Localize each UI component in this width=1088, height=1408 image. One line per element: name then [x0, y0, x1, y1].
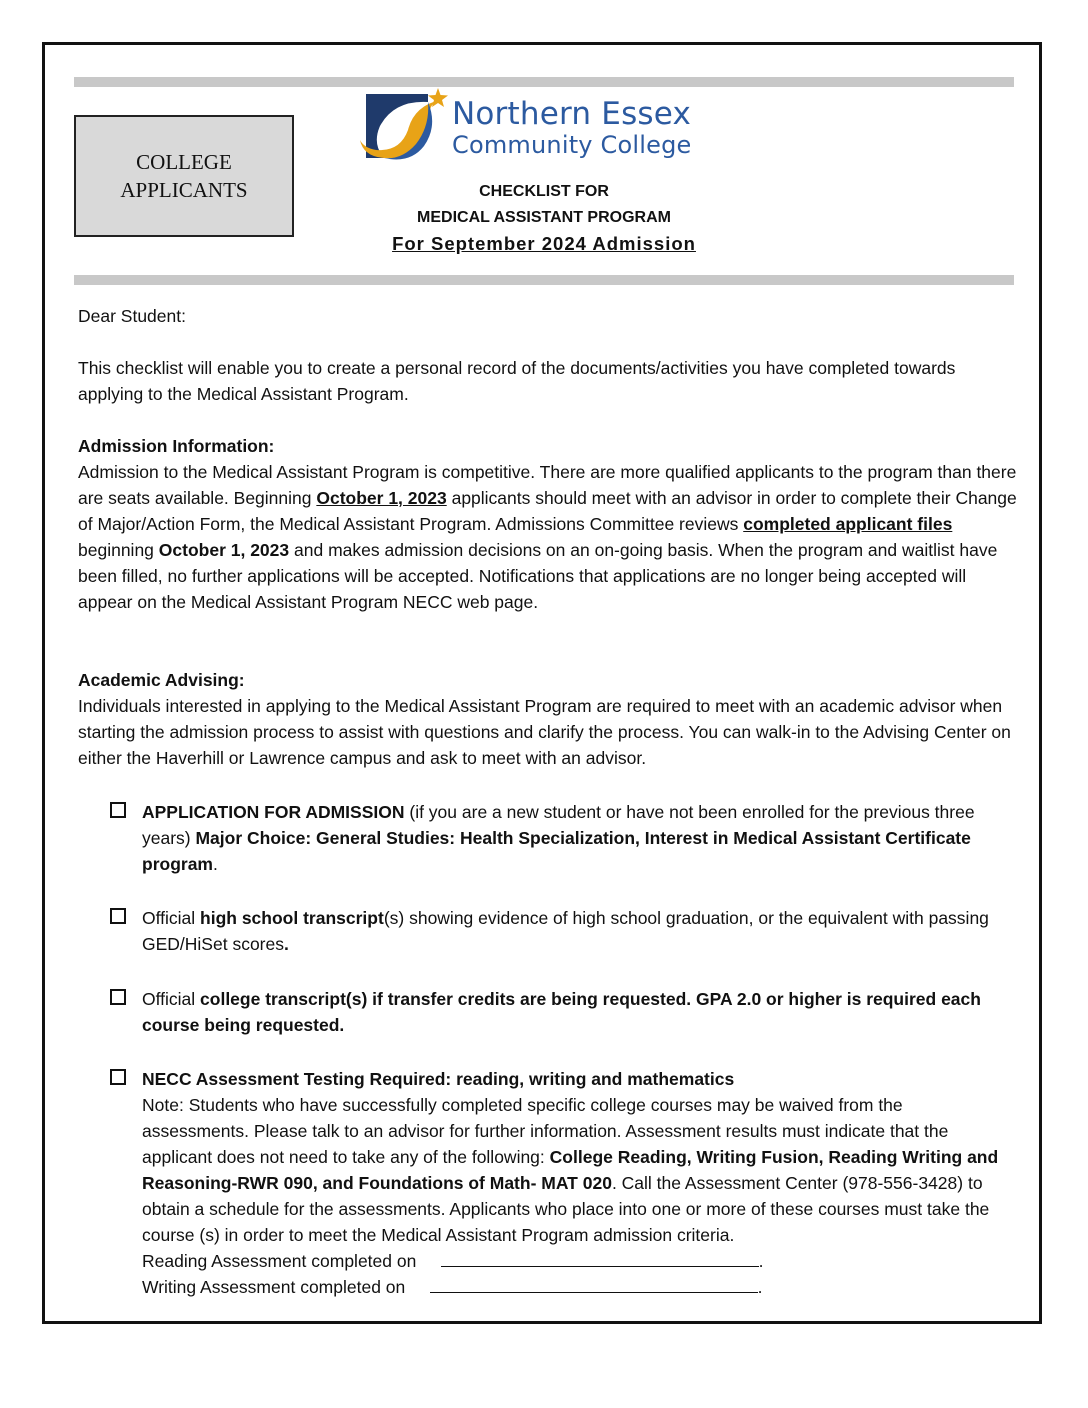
intro-paragraph [78, 355, 1018, 407]
checkbox-college-transcript[interactable] [110, 989, 126, 1005]
title-admission-term: For September 2024 Admission [392, 233, 696, 254]
application-note: (if you are a new student or have not been enrolled for the previous three years) [142, 802, 975, 848]
admission-text-4: and makes admission decisions on an on-going basis. When the program and waitlist have been filled, no further applications will be accepted. Notifications that applications are no longer being accepted will appear on the Medical Assistant Program NECC web page. [78, 540, 998, 612]
application-label: APPLICATION FOR ADMISSION [142, 802, 405, 822]
logo-wordmark [452, 96, 692, 159]
writing-assessment-label: Writing Assessment completed on [142, 1277, 406, 1297]
college-applicants-box [74, 115, 294, 237]
checklist-text-application [142, 799, 1010, 877]
admission-heading: Admission Information: [78, 436, 275, 456]
checklist-text-college-transcript [142, 986, 1010, 1038]
completed-files-text: completed applicant files [743, 514, 953, 534]
logo-name-line-2: Community College [452, 131, 692, 159]
major-choice-text: Major Choice: General Studies: Health Specialization, Interest in Medical Assistant Certificate program [142, 828, 971, 874]
hs-transcript-period: . [283, 934, 289, 954]
checklist-text-assessment [142, 1066, 1010, 1300]
assessment-heading: NECC Assessment Testing Required: reading, writing and mathematics [142, 1069, 735, 1089]
title-line-1: CHECKLIST FOR [479, 183, 609, 200]
assessment-note [142, 1092, 1010, 1248]
admission-text [78, 459, 1018, 615]
salutation-text: Dear Student: [78, 306, 186, 326]
advising-heading: Academic Advising: [78, 670, 245, 690]
applicants-line-1: COLLEGE [136, 150, 232, 174]
advising-section [78, 667, 1018, 771]
writing-period: . [757, 1277, 763, 1297]
advising-text: Individuals interested in applying to the Medical Assistant Program are required to meet with an academic advisor when starting the admission process to assist with questions and clarify the process. You can walk-in to the Advising Center on either the Haverhill or Lawrence campus and ask to meet with an advisor. [78, 696, 1011, 768]
checklist-item-college-transcript [110, 986, 1010, 1038]
college-transcript-label: college transcript(s) if transfer credits are being requested. GPA 2.0 or higher is required each course being requested. [142, 989, 981, 1035]
application-period: . [212, 854, 218, 874]
writing-assessment-row [142, 1274, 1010, 1300]
title-line-2: MEDICAL ASSISTANT PROGRAM [417, 209, 671, 226]
admission-date-1: October 1, 2023 [316, 488, 447, 508]
applicants-line-2: APPLICANTS [120, 178, 248, 202]
necc-swoosh-icon [354, 86, 450, 166]
admission-text-1: Admission to the Medical Assistant Program is competitive. There are more qualified applicants to the program than there are seats available. Beginning [78, 462, 1017, 508]
admission-text-2: applicants should meet with an advisor in order to complete their Change of Major/Action Form, the Medical Assistant Program. Admissions Committee reviews [78, 488, 1017, 534]
reading-assessment-row [142, 1248, 1010, 1274]
logo-name-line-1: Northern Essex [452, 96, 692, 132]
reading-date-field[interactable] [441, 1248, 759, 1267]
checklist-item-hs-transcript [110, 905, 1010, 957]
college-official-text: Official [142, 989, 201, 1009]
reading-assessment-label: Reading Assessment completed on [142, 1251, 417, 1271]
checkbox-hs-transcript[interactable] [110, 908, 126, 924]
header-divider [74, 275, 1014, 285]
checklist-item-application [110, 799, 1010, 877]
reading-period: . [758, 1251, 764, 1271]
assessment-note-1: Note: Students who have successfully completed specific college courses may be waived from the assessments. Please talk to an advisor for further information. Assessment results must indicate that the applicant does not need to take any of the following: [142, 1095, 949, 1167]
necc-logo [354, 86, 744, 166]
assessment-note-2: . Call the Assessment Center (978-556-3428) to obtain a schedule for the assessments. Applicants who place into one or more of these courses must take the course (s) in order to meet the Medical Assistant Program admission criteria. [142, 1173, 990, 1245]
hs-transcript-note: (s) showing evidence of high school graduation, or the equivalent with passing GED/HiSet scores [142, 908, 989, 954]
hs-transcript-label: high school transcript [200, 908, 384, 928]
checkbox-assessment[interactable] [110, 1069, 126, 1085]
checklist-text-hs-transcript [142, 905, 1010, 957]
checklist-item-assessment [110, 1066, 1010, 1300]
salutation [78, 303, 1018, 329]
hs-official-text: Official [142, 908, 201, 928]
checkbox-application[interactable] [110, 802, 126, 818]
intro-text: This checklist will enable you to create a personal record of the documents/activities you have completed towards applying to the Medical Assistant Program. [78, 358, 956, 404]
admission-text-3: beginning [78, 540, 159, 560]
admission-date-2: October 1, 2023 [158, 540, 290, 560]
assessment-courses: College Reading, Writing Fusion, Reading Writing and Reasoning-RWR 090, and Foundations of Math- MAT 020 [142, 1147, 999, 1193]
admission-section [78, 433, 1018, 615]
writing-date-field[interactable] [430, 1274, 758, 1293]
